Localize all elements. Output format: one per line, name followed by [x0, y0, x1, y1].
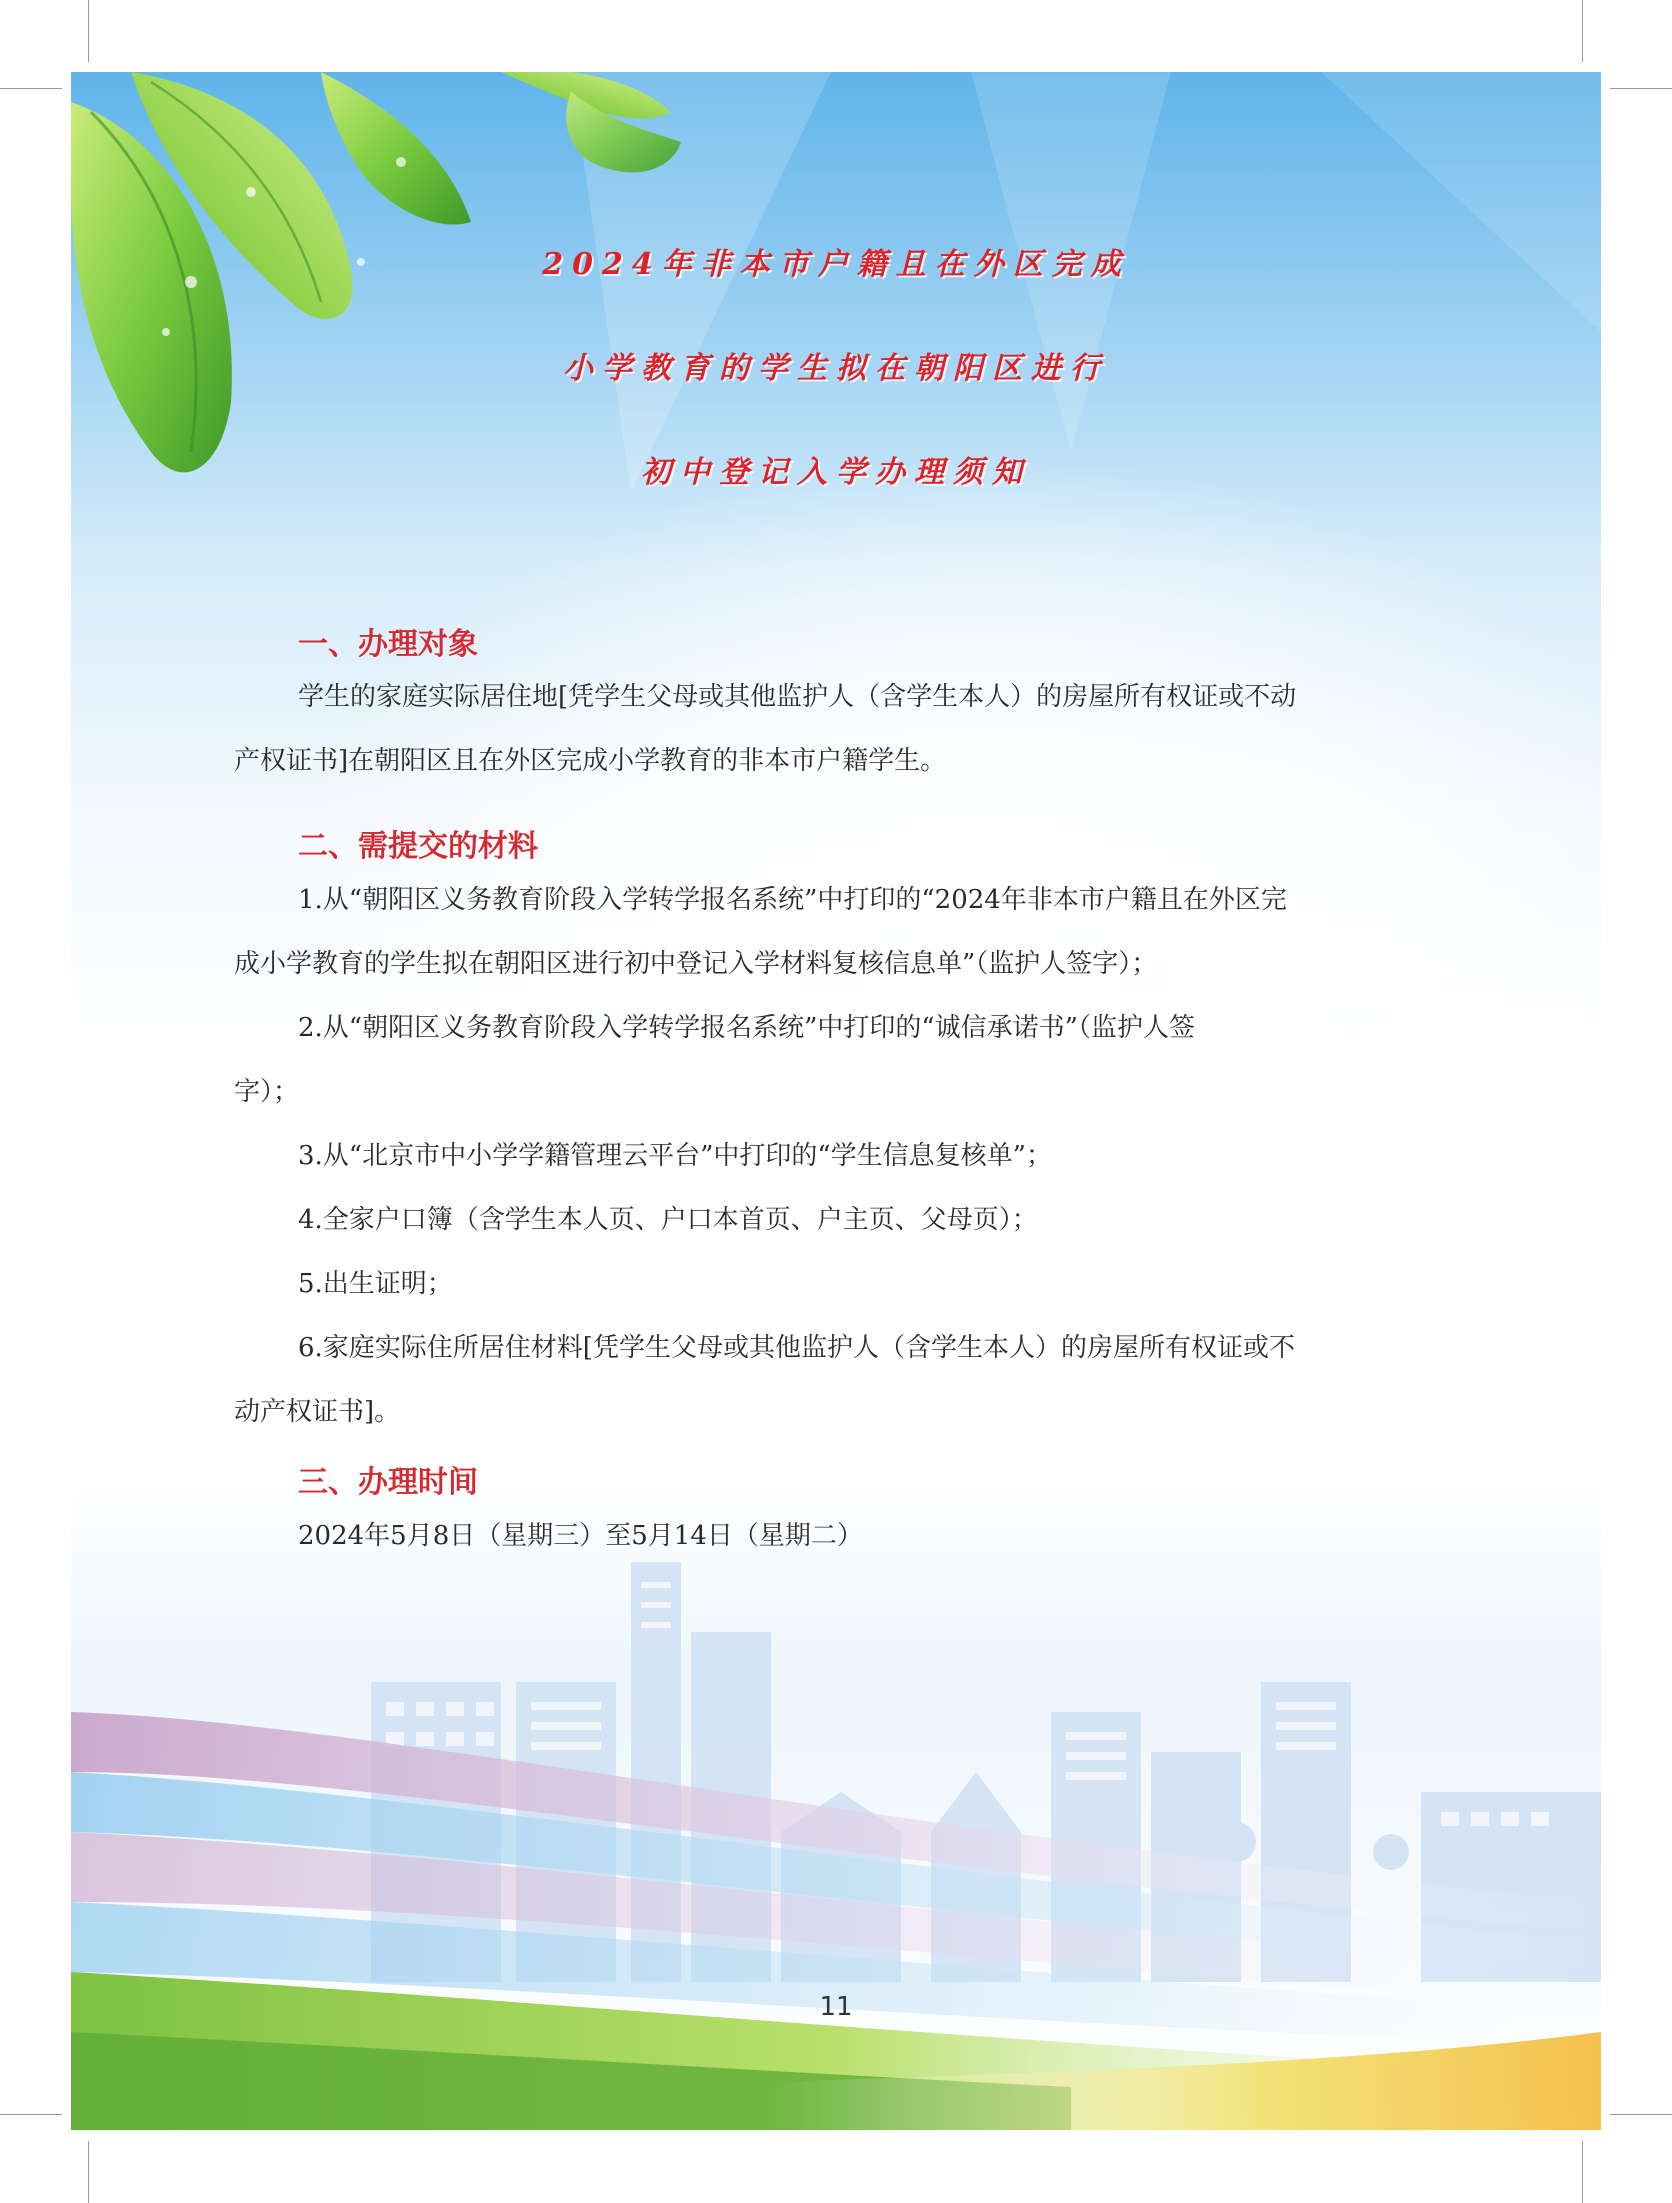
paragraph-line: 2.从“朝阳区义务教育阶段入学转学报名系统”中打印的“诚信承诺书”（监护人签 [298, 1013, 1195, 1043]
paragraph-line: 6.家庭实际住所居住材料[凭学生父母或其他监护人（含学生本人）的房屋所有权证或不 [298, 1333, 1295, 1363]
section-heading: 一、办理对象 [298, 627, 478, 662]
crop-mark [1582, 0, 1583, 62]
title-line-1: 2024年非本市户籍且在外区完成 [542, 247, 1130, 282]
paragraph-line: 学生的家庭实际居住地[凭学生父母或其他监护人（含学生本人）的房屋所有权证或不动 [298, 682, 1297, 712]
paragraph-line: 成小学教育的学生拟在朝阳区进行初中登记入学材料复核信息单”（监护人签字）； [234, 949, 1158, 979]
paragraph-line: 字）； [234, 1077, 300, 1107]
page-number: 11 [819, 1992, 853, 2022]
crop-mark [0, 88, 62, 89]
paragraph-line: 3.从“北京市中小学学籍管理云平台”中打印的“学生信息复核单”； [298, 1141, 1052, 1171]
title-line-3: 初中登记入学办理须知 [641, 455, 1031, 490]
section-heading: 二、需提交的材料 [298, 829, 538, 864]
page-panel [71, 72, 1601, 2130]
crop-mark [1610, 88, 1672, 89]
paragraph-line: 2024年5月8日（星期三）至5月14日（星期二） [298, 1521, 863, 1551]
paragraph-line: 4.全家户口簿（含学生本人页、户口本首页、户主页、父母页）； [298, 1205, 1038, 1235]
crop-mark [1582, 2141, 1583, 2203]
paragraph-line: 产权证书]在朝阳区且在外区完成小学教育的非本市户籍学生。 [234, 746, 947, 776]
paragraph-line: 5.出生证明； [298, 1269, 453, 1299]
paragraph-line: 1.从“朝阳区义务教育阶段入学转学报名系统”中打印的“2024年非本市户籍且在外区完 [298, 885, 1287, 915]
crop-mark [1610, 2114, 1672, 2115]
crop-mark [0, 2114, 62, 2115]
crop-mark [88, 0, 89, 62]
paragraph-line: 动产权证书]。 [234, 1397, 401, 1427]
crop-mark [88, 2141, 89, 2203]
section-heading: 三、办理时间 [298, 1465, 478, 1500]
title-line-2: 小学教育的学生拟在朝阳区进行 [563, 351, 1109, 386]
